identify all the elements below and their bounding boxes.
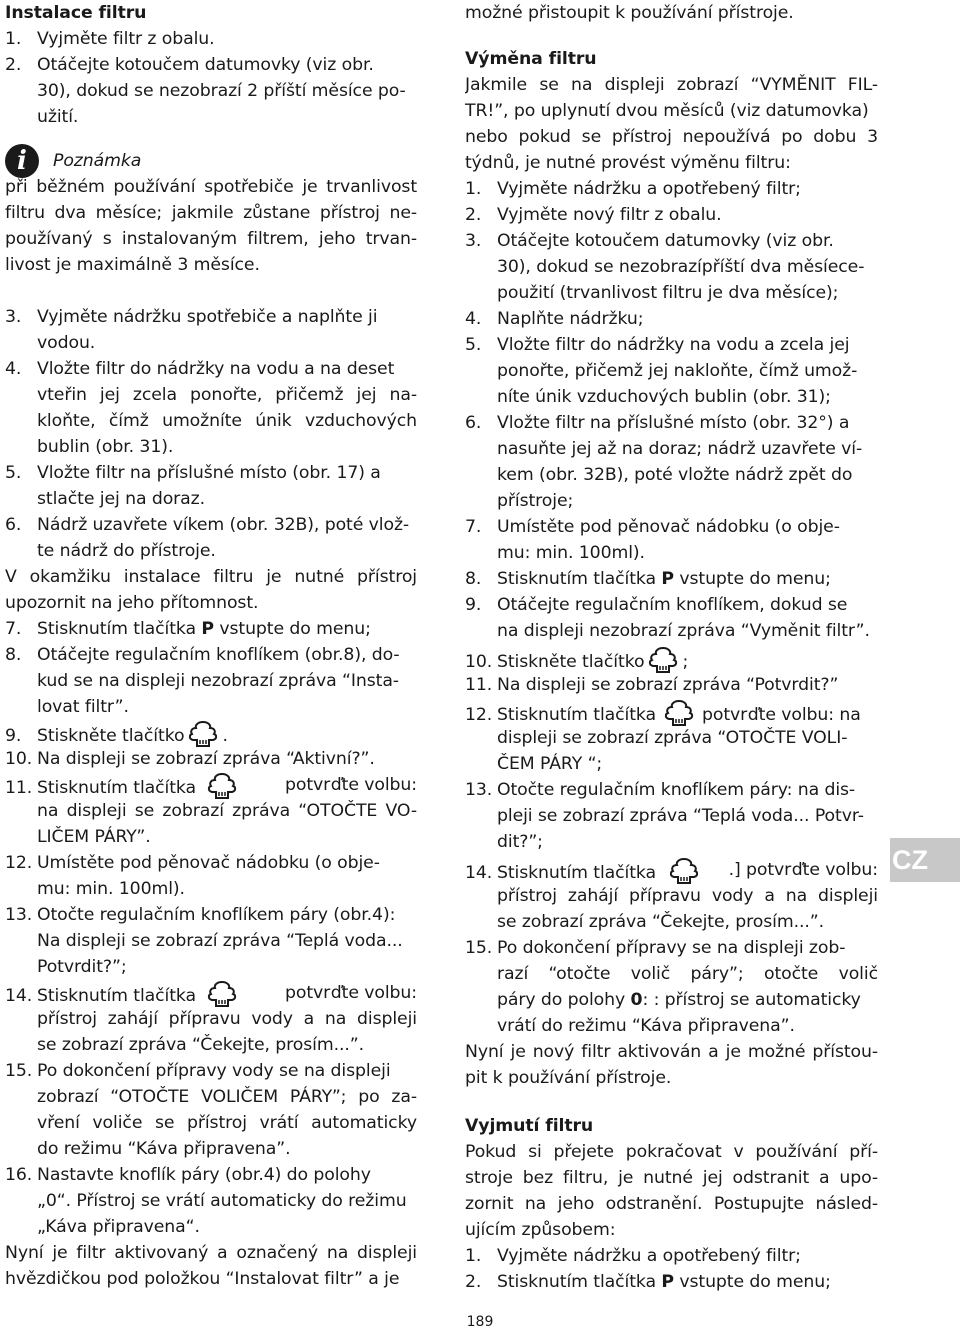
paragraph: nebo pokud se přístroj nepoužívá po dobu 3 [465,127,878,147]
paragraph: stroje bez filtru, je nutné jej odstranit a upo- [465,1168,878,1188]
paragraph: ujícím způsobem: [465,1220,616,1240]
step-5-cont: ponořte, přičemž jej nakloňte, čímž umož- [497,361,858,381]
paragraph: V okamžiku instalace filtru je nutné přístroj [5,567,417,587]
step-14-cont: přístroj zahájí přípravu vody a na displeji [37,1009,417,1029]
step-8: 8. Otáčejte regulačním knoflíkem (obr.8), do- [5,645,400,665]
step-13-cont: dit?”; [497,832,543,852]
step-12-cont: mu: min. 100ml). [37,879,185,899]
step-12: 12. Stisknutím tlačítka potvrďte volbu: na [465,699,878,725]
paragraph: hvězdičkou pod položkou “Instalovat filtr” a je [5,1269,400,1289]
step-5-cont: níte únik vzduchových bublin (obr. 31); [497,387,831,407]
step-4: 4. Naplňte nádržku; [465,309,644,329]
step-16-cont: „0“. Přístroj se vrátí automaticky do režimu [37,1191,407,1211]
step-2: 2. Stisknutím tlačítka P vstupte do menu; [465,1272,831,1292]
step-5: 5. Vložte filtr do nádržky na vodu a zcela jej [465,335,850,355]
step-15-cont: do režimu “Káva připravena”. [37,1139,291,1159]
step-9: 9. Otáčejte regulačním knoflíkem, dokud se [465,595,848,615]
paragraph: pit k používání přístroje. [465,1068,672,1088]
step-10: 10. Na displeji se zobrazí zpráva “Aktivní?”. [5,749,375,769]
step-13: 13. Otočte regulačním knoflíkem páry: na dis- [465,780,856,800]
step-2-cont: užití. [37,107,79,127]
step-6: 6. Nádrž uzavřete víkem (obr. 32B), poté vlož- [5,515,410,535]
step-11-cont: na displeji se zobrazí zpráva “OTOČTE VO- [37,801,417,821]
step-15-cont: vrátí do režimu “Káva připravena”. [497,1016,795,1036]
note-text: livost je maximálně 3 měsíce. [5,255,260,275]
steam-button-icon [662,699,696,727]
step-11-cont: LIČEM PÁRY”. [37,827,151,847]
step-6-cont: te nádrž do přístroje. [37,541,216,561]
section-heading-removal: Vyjmutí filtru [465,1116,594,1136]
step-13-cont: Potvrdit?”; [37,957,127,977]
step-9-cont: na displeji nezobrazí zpráva “Vyměnit filtr”. [497,621,870,641]
step-10: 10. Stiskněte tlačítko ; [465,646,878,672]
step-8-cont: kud se na displeji nezobrazí zpráva “Insta- [37,671,399,691]
section-heading-replacement: Výměna filtru [465,49,597,69]
step-15-cont: razí “otočte volič páry”; otočte volič [497,964,878,984]
steam-button-icon [205,980,239,1008]
step-3-cont: použití (trvanlivost filtru je dva měsíce); [497,283,839,303]
step-4-cont: vteřin jej zcela ponořte, přičemž jej na- [37,385,417,405]
paragraph: Pokud si přejete pokračovat v používání pří- [465,1142,878,1162]
step-2: 2. Vyjměte nový filtr z obalu. [465,205,722,225]
paragraph: upozornit na jeho přítomnost. [5,593,259,613]
step-15: 15. Po dokončení přípravy vody se na displeji [5,1061,391,1081]
step-15-cont: páry do polohy 0: : přístroj se automaticky [497,990,861,1010]
step-2-cont: 30), dokud se nezobrazí 2 příští měsíce po- [37,81,406,101]
step-3: 3. Vyjměte nádržku spotřebiče a naplňte ji [5,307,378,327]
step-8-cont: lovat filtr”. [37,697,129,717]
step-1: 1. Vyjměte filtr z obalu. [5,29,215,49]
step-9: 9. Stiskněte tlačítko . [5,720,417,746]
note-text: filtru dva měsíce; jakmile zůstane přístroj ne- [5,203,417,223]
step-14-cont: se zobrazí zpráva “Čekejte, prosím...”. [497,912,825,932]
step-12-cont: displeji se zobrazí zpráva “OTOČTE VOLI- [497,728,848,748]
step-15: 15. Po dokončení přípravy se na displeji zob- [465,938,846,958]
steam-button-icon [186,720,220,748]
step-5-cont: stlačte jej na doraz. [37,489,206,509]
paragraph: Jakmile se na displeji zobrazí “VYMĚNIT FIL- [465,75,878,95]
step-6-cont: přístroje; [497,491,574,511]
step-4-cont: kloňte, čímž umožníte únik vzduchových [37,411,417,431]
step-6: 6. Vložte filtr na příslušné místo (obr. 32°) a [465,413,850,433]
step-15-cont: vření voliče se přístroj vrátí automaticky [37,1113,417,1133]
step-15-cont: zobrazí “OTOČTE VOLIČEM PÁRY”; po za- [37,1087,417,1107]
step-13-cont: pleji se zobrazí zpráva “Teplá voda... Potvr- [497,806,864,826]
step-14-cont: přístroj zahájí přípravu vody a na displeji [497,886,878,906]
step-13-cont: Na displeji se zobrazí zpráva “Teplá voda... [37,931,403,951]
step-12-cont: ČEM PÁRY “; [497,754,603,774]
step-1: 1. Vyjměte nádržku a opotřebený filtr; [465,1246,801,1266]
step-11: 11. Stisknutím tlačítka potvrďte volbu: [5,772,417,798]
step-14: 14. Stisknutím tlačítka potvrďte volbu: [5,980,417,1006]
info-icon: i [5,144,39,178]
page-number: 189 [466,1314,494,1330]
section-heading-installation: Instalace filtru [5,3,147,23]
step-4: 4. Vložte filtr do nádržky na vodu a na deset [5,359,395,379]
note-title: Poznámka [53,151,142,171]
step-14: 14. Stisknutím tlačítka .] potvrďte volbu: [465,857,878,883]
steam-button-icon [646,646,680,674]
step-7: 7. Umístěte pod pěnovač nádobku (o obje- [465,517,840,537]
step-11: 11. Na displeji se zobrazí zpráva “Potvrdit?” [465,675,839,695]
paragraph: TR!”, po uplynutí dvou měsíců (viz datumovka) [465,101,869,121]
step-6-cont: nasuňte jej až na doraz; nádrž uzavřete ví- [497,439,863,459]
step-14-cont: se zobrazí zpráva “Čekejte, prosím...”. [37,1035,365,1055]
step-1: 1. Vyjměte nádržku a opotřebený filtr; [465,179,801,199]
step-16-cont: „Káva připravena“. [37,1217,200,1237]
step-12: 12. Umístěte pod pěnovač nádobku (o obje- [5,853,380,873]
step-3-cont: 30), dokud se nezobrazípříští dva měsíece- [497,257,865,277]
step-7-cont: mu: min. 100ml). [497,543,645,563]
paragraph: Nyní je filtr aktivovaný a označený na displeji [5,1243,417,1263]
note-text: používaný s instalovaným filtrem, jeho trvan- [5,229,417,249]
note-text: při běžném používání spotřebiče je trvanlivost [5,177,417,197]
paragraph: týdnů, je nutné provést výměnu filtru: [465,153,791,173]
language-tab: CZ [890,838,960,882]
paragraph: zornit na jeho odstranění. Postupujte násled- [465,1194,878,1214]
step-7: 7. Stisknutím tlačítka P vstupte do menu; [5,619,371,639]
paragraph: možné přistoupit k používání přístroje. [465,3,794,23]
step-5: 5. Vložte filtr na příslušné místo (obr. 17) a [5,463,381,483]
step-13: 13. Otočte regulačním knoflíkem páry (obr.4): [5,905,396,925]
step-16: 16. Nastavte knoflík páry (obr.4) do polohy [5,1165,371,1185]
paragraph: Nyní je nový filtr aktivován a je možné přístou- [465,1042,878,1062]
step-4-cont: bublin (obr. 31). [37,437,174,457]
steam-button-icon [205,772,239,800]
step-8: 8. Stisknutím tlačítka P vstupte do menu; [465,569,831,589]
step-6-cont: kem (obr. 32B), poté vložte nádrž zpět do [497,465,853,485]
step-3-cont: vodou. [37,333,96,353]
steam-button-icon [667,857,701,885]
step-3: 3. Otáčejte kotoučem datumovky (viz obr. [465,231,834,251]
step-2: 2. Otáčejte kotoučem datumovky (viz obr. [5,55,374,75]
